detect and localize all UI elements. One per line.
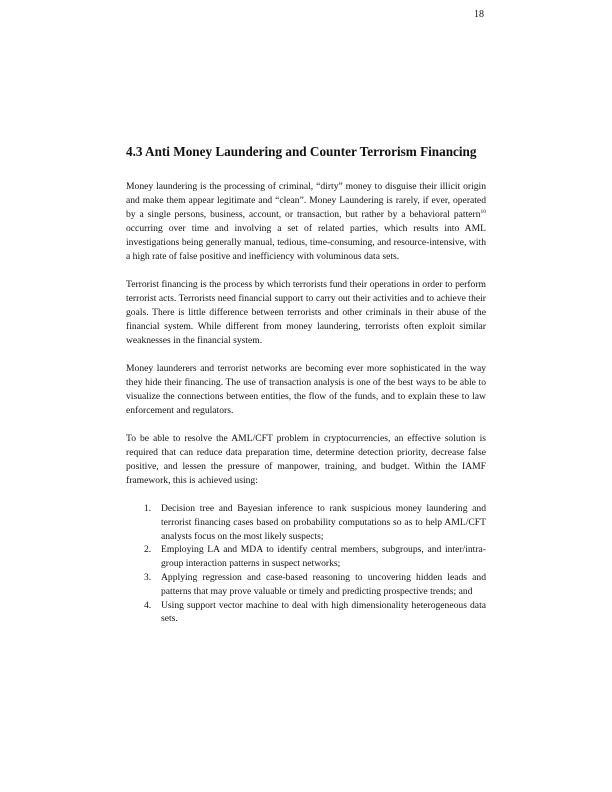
paragraph-transaction-analysis: Money launderers and terrorist networks are becoming ever more sophisticated in the way they hide their financing. The use of transaction analysis is one of the best ways to be able to visualize the connections between entities, the flow of the funds, and to explain these to law enforcement and regulators. (126, 363, 486, 416)
list-item-number: 3. (144, 571, 152, 583)
paragraph-text: Money laundering is the processing of criminal, “dirty” money to disguise their illicit origin and make them appear legitimate and “clean”. Money Laundering is rarely, if ever, operated by a single persons, business, account, or transaction, but rather by a behavioral pattern (126, 181, 486, 220)
list-item (126, 599, 486, 627)
list-item-text: Decision tree and Bayesian inference to rank suspicious money laundering and terrorist financing cases based on probability computations so as to help AML/CFT analysts focus on the most likely suspects; (161, 503, 486, 542)
list-item-number: 4. (144, 599, 152, 611)
technique-list (126, 502, 486, 626)
paragraph-aml-cft-solution: To be able to resolve the AML/CFT problem in cryptocurrencies, an effective solution is required that can reduce data preparation time, determine detection priority, decrease false positive, and lessen the pressure of manpower, training, and budget. Within the IAMF framework, this is achieved using: (126, 433, 486, 486)
list-item-text: Employing LA and MDA to identify central members, subgroups, and inter/intra-group interaction patterns in suspect networks; (161, 544, 486, 570)
list-item-number: 2. (144, 544, 152, 556)
paragraph-terrorist-financing: Terrorist financing is the process by which terrorists fund their operations in order to perform terrorist acts. Terrorists need financial support to carry out their activities and to achieve their goals. There is little difference between terrorists and other criminals in their abuse of the financial system. While different from money laundering, terrorists often exploit similar weaknesses in the financial system. (126, 279, 486, 346)
footnote-reference: 10 (480, 208, 486, 215)
list-item-text: Applying regression and case-based reasoning to uncovering hidden leads and patterns that may prove valuable or timely and predicting prospective trends; and (161, 571, 486, 597)
list-item (126, 571, 486, 599)
list-item-number: 1. (144, 503, 152, 514)
list-item (126, 543, 486, 571)
list-item-text: Using support vector machine to deal with high dimensionality heterogeneous data sets. (161, 599, 486, 625)
main-content (126, 144, 486, 626)
paragraph-text: occurring over time and involving a set of related parties, which results into AML investigations being generally manual, tedious, time-consuming, and resource-intensive, with a high rate of false positive and inefficiency with voluminous data sets. (126, 223, 486, 262)
list-item (126, 502, 486, 543)
page-number: 18 (474, 9, 484, 20)
section-heading: 4.3 Anti Money Laundering and Counter Terrorism Financing (126, 144, 477, 159)
paragraph-money-laundering (126, 180, 486, 264)
